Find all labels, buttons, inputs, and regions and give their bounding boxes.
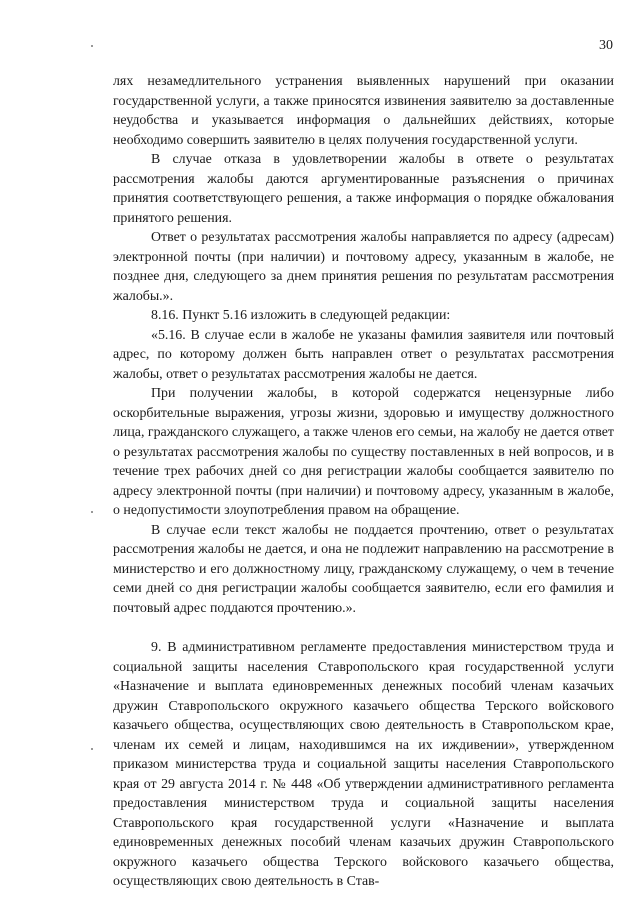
margin-mark <box>91 511 93 513</box>
document-body <box>113 72 614 892</box>
margin-mark <box>91 45 93 47</box>
paragraph-answer-delivery: Ответ о результатах рассмотрения жалобы направляется по адресу (адресам) электронной почты (при наличии) и почтовому адресу, указанным в жалобе, не позднее дня, следующего за днем принятия решения по результатам рассмотрения жалобы.». <box>113 230 614 304</box>
paragraph-continuation: лях незамедлительного устранения выявленных нарушений при оказании государственной услуги, а также приносятся извинения заявителю за доставленные неудобства и указывается информация о дальнейших действиях, которые необходимо совершить заявителю в целях получения государственной услуги. <box>113 74 614 148</box>
margin-mark <box>91 748 93 750</box>
paragraph-item-5-16: «5.16. В случае если в жалобе не указаны фамилия заявителя или почтовый адрес, по которому должен быть направлен ответ о результатах рассмотрения жалобы, ответ о результатах рассмотрения жалобы не дается. <box>113 327 614 382</box>
paragraph-unreadable-complaint: В случае если текст жалобы не поддается прочтению, ответ о результатах рассмотрения жалобы не дается, и она не подлежит направлению на рассмотрение в министерство и его должностному лицу, гражданскому служащему, о чем в течение семи дней со дня регистрации жалобы сообщается заявителю, если его фамилия и почтовый адрес поддаются прочтению.». <box>113 522 614 616</box>
paragraph-refusal-answer: В случае отказа в удовлетворении жалобы в ответе о результатах рассмотрения жалобы даются аргументированные разъяснения о причинах принятия соответствующего решения, а также информация о порядке обжалования принятого решения. <box>113 152 614 226</box>
paragraph-item-9: 9. В административном регламенте предоставления министерством труда и социальной защиты населения Ставропольского края государственной услуги «Назначение и выплата единовременных денежных пособий членам казачьих дружин Ставропольского окружного казачьего общества Терского войскового казачьего общества, осуществляющих свою деятельность в Ставропольском крае, членам их семей и лицам, находившимся на их иждивении», утвержденном приказом министерства труда и социальной защиты населения Ставропольского края от 29 августа 2014 г. № 448 «Об утверждении административного регламента предоставления министерством труда и социальной защиты населения Ставропольского края государственной услуги «Назначение и выплата единовременных денежных пособий членам казачьих дружин Ставропольского окружного казачьего общества Терского войскового казачьего общества, осуществляющих свою деятельность в Став- <box>113 640 614 889</box>
page-number: 30 <box>599 38 613 53</box>
paragraph-item-8-16: 8.16. Пункт 5.16 изложить в следующей редакции: <box>151 308 451 323</box>
paragraph-obscene-complaint: При получении жалобы, в которой содержатся нецензурные либо оскорбительные выражения, угрозы жизни, здоровью и имуществу должностного лица, гражданского служащего, а также членов его семьи, на жалобу не дается ответ о результатах рассмотрения жалобы по существу поставленных в ней вопросов, и в течение трех рабочих дней со дня регистрации жалобы сообщается заявителю по адресу электронной почты (при наличии) и почтовому адресу, указанным в жалобе, о недопустимости злоупотребления правом на обращение. <box>113 386 614 518</box>
